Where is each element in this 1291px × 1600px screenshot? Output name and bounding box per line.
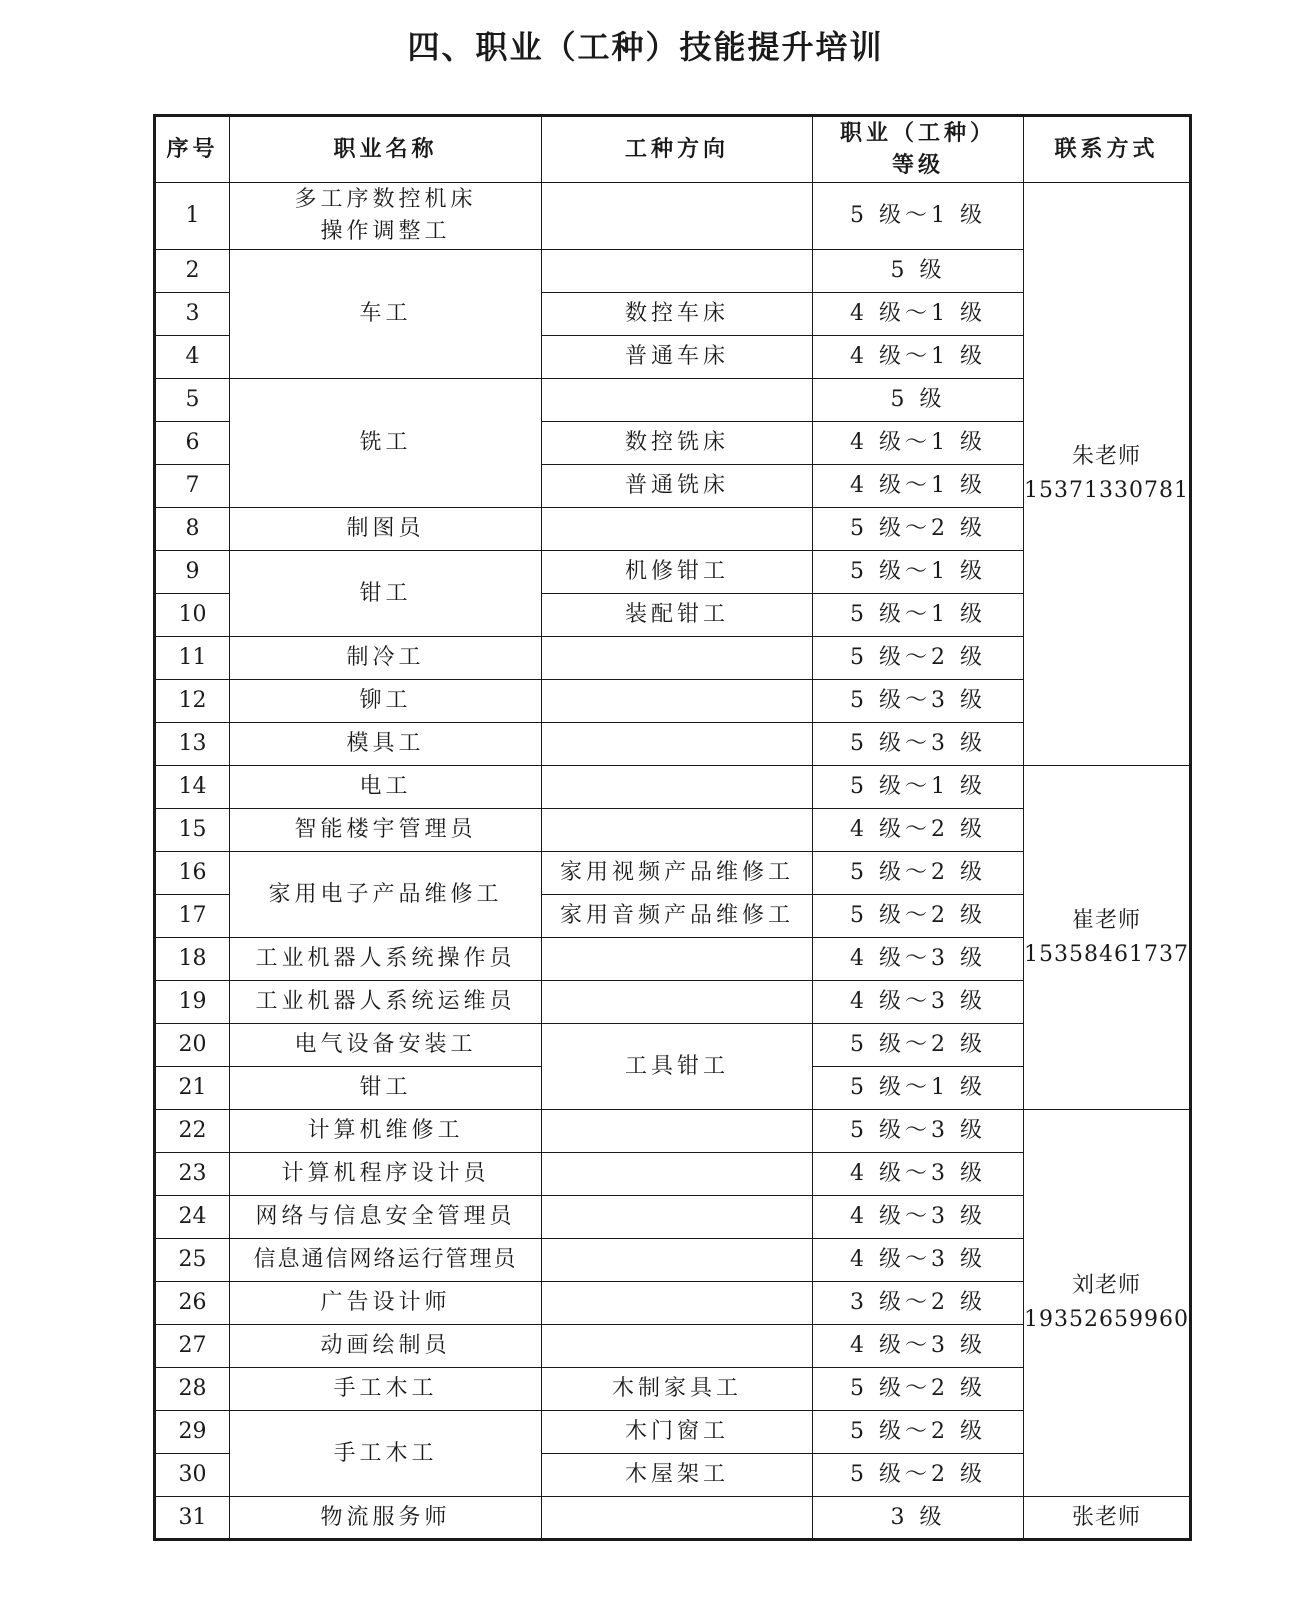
level-cell: 4 级～1 级 [813,336,1024,379]
contact-cell-liu: 刘老师 19352659960 [1024,1110,1191,1497]
table-row [155,766,1191,809]
seq-cell: 10 [155,594,230,637]
level-cell: 5 级～1 级 [813,551,1024,594]
level-cell: 5 级 [813,379,1024,422]
direction-cell [542,723,813,766]
direction-cell [542,1497,813,1540]
level-cell: 5 级～2 级 [813,1411,1024,1454]
direction-cell [542,1282,813,1325]
level-cell: 4 级～3 级 [813,1239,1024,1282]
contact-cell-zhu: 朱老师 15371330781 [1024,183,1191,766]
name-cell: 计算机程序设计员 [230,1153,542,1196]
page-title: 四、职业（工种）技能提升培训 [407,28,884,66]
level-cell: 5 级～3 级 [813,1110,1024,1153]
seq-cell: 29 [155,1411,230,1454]
level-cell: 5 级～1 级 [813,183,1024,250]
level-cell: 4 级～3 级 [813,981,1024,1024]
name-cell: 钳工 [230,551,542,637]
name-cell: 手工木工 [230,1368,542,1411]
name-cell: 网络与信息安全管理员 [230,1196,542,1239]
seq-cell: 20 [155,1024,230,1067]
name-cell: 广告设计师 [230,1282,542,1325]
level-cell: 5 级～1 级 [813,766,1024,809]
name-cell: 电气设备安装工 [230,1024,542,1067]
level-cell: 5 级～3 级 [813,723,1024,766]
direction-cell: 普通车床 [542,336,813,379]
seq-cell: 13 [155,723,230,766]
name-cell: 信息通信网络运行管理员 [230,1239,542,1282]
level-cell: 3 级 [813,1497,1024,1540]
direction-cell: 木屋架工 [542,1454,813,1497]
seq-cell: 30 [155,1454,230,1497]
header-contact: 联系方式 [1024,116,1191,183]
seq-cell: 3 [155,293,230,336]
name-cell: 电工 [230,766,542,809]
seq-cell: 22 [155,1110,230,1153]
level-cell: 5 级～2 级 [813,852,1024,895]
header-level: 职业（工种） 等级 [813,116,1024,183]
level-cell: 4 级～3 级 [813,1153,1024,1196]
direction-cell: 家用音频产品维修工 [542,895,813,938]
seq-cell: 19 [155,981,230,1024]
name-cell: 计算机维修工 [230,1110,542,1153]
seq-cell: 21 [155,1067,230,1110]
seq-cell: 6 [155,422,230,465]
seq-cell: 5 [155,379,230,422]
name-cell: 智能楼宇管理员 [230,809,542,852]
direction-cell: 木制家具工 [542,1368,813,1411]
name-cell: 手工木工 [230,1411,542,1497]
direction-cell [542,379,813,422]
level-cell: 4 级～3 级 [813,1196,1024,1239]
level-cell: 4 级～2 级 [813,809,1024,852]
level-cell: 5 级～2 级 [813,1454,1024,1497]
direction-cell [542,1196,813,1239]
seq-cell: 25 [155,1239,230,1282]
name-cell: 制冷工 [230,637,542,680]
direction-cell [542,1239,813,1282]
direction-cell: 数控车床 [542,293,813,336]
level-cell: 5 级～2 级 [813,1024,1024,1067]
header-direction: 工种方向 [542,116,813,183]
level-cell: 5 级～2 级 [813,508,1024,551]
name-cell: 铣工 [230,379,542,508]
seq-cell: 9 [155,551,230,594]
seq-cell: 11 [155,637,230,680]
contact-cell-cui: 崔老师 15358461737 [1024,766,1191,1110]
direction-cell [542,508,813,551]
direction-cell: 机修钳工 [542,551,813,594]
seq-cell: 14 [155,766,230,809]
level-cell: 4 级～3 级 [813,1325,1024,1368]
table-row [155,1110,1191,1153]
direction-cell [542,809,813,852]
seq-cell: 31 [155,1497,230,1540]
direction-cell: 工具钳工 [542,1024,813,1110]
name-cell: 制图员 [230,508,542,551]
direction-cell [542,766,813,809]
direction-cell [542,183,813,250]
direction-cell: 装配钳工 [542,594,813,637]
level-cell: 5 级～2 级 [813,637,1024,680]
name-cell: 铆工 [230,680,542,723]
name-cell: 物流服务师 [230,1497,542,1540]
name-cell: 工业机器人系统运维员 [230,981,542,1024]
level-cell: 5 级～3 级 [813,680,1024,723]
level-cell: 4 级～1 级 [813,422,1024,465]
level-cell: 4 级～1 级 [813,465,1024,508]
direction-cell [542,1153,813,1196]
level-cell: 5 级～1 级 [813,594,1024,637]
level-cell: 4 级～1 级 [813,293,1024,336]
name-cell: 车工 [230,250,542,379]
direction-cell [542,1325,813,1368]
direction-cell: 家用视频产品维修工 [542,852,813,895]
direction-cell: 木门窗工 [542,1411,813,1454]
seq-cell: 26 [155,1282,230,1325]
seq-cell: 15 [155,809,230,852]
direction-cell [542,938,813,981]
seq-cell: 17 [155,895,230,938]
table-row [155,183,1191,250]
name-cell: 动画绘制员 [230,1325,542,1368]
header-seq: 序号 [155,116,230,183]
seq-cell: 12 [155,680,230,723]
seq-cell: 23 [155,1153,230,1196]
direction-cell [542,637,813,680]
direction-cell: 普通铣床 [542,465,813,508]
table-row [155,1497,1191,1540]
level-cell: 5 级～2 级 [813,1368,1024,1411]
name-cell: 多工序数控机床 操作调整工 [230,183,542,250]
seq-cell: 4 [155,336,230,379]
name-cell: 钳工 [230,1067,542,1110]
name-cell: 家用电子产品维修工 [230,852,542,938]
name-cell: 工业机器人系统操作员 [230,938,542,981]
level-cell: 5 级 [813,250,1024,293]
seq-cell: 18 [155,938,230,981]
table-header-row [155,116,1191,183]
name-cell: 模具工 [230,723,542,766]
contact-cell-zhang: 张老师 [1024,1497,1191,1540]
direction-cell [542,680,813,723]
seq-cell: 16 [155,852,230,895]
level-cell: 3 级～2 级 [813,1282,1024,1325]
direction-cell: 数控铣床 [542,422,813,465]
seq-cell: 1 [155,183,230,250]
level-cell: 4 级～3 级 [813,938,1024,981]
training-table [153,114,1192,1541]
seq-cell: 2 [155,250,230,293]
seq-cell: 27 [155,1325,230,1368]
level-cell: 5 级～2 级 [813,895,1024,938]
seq-cell: 24 [155,1196,230,1239]
direction-cell [542,1110,813,1153]
header-name: 职业名称 [230,116,542,183]
seq-cell: 8 [155,508,230,551]
seq-cell: 28 [155,1368,230,1411]
direction-cell [542,250,813,293]
level-cell: 5 级～1 级 [813,1067,1024,1110]
seq-cell: 7 [155,465,230,508]
direction-cell [542,981,813,1024]
